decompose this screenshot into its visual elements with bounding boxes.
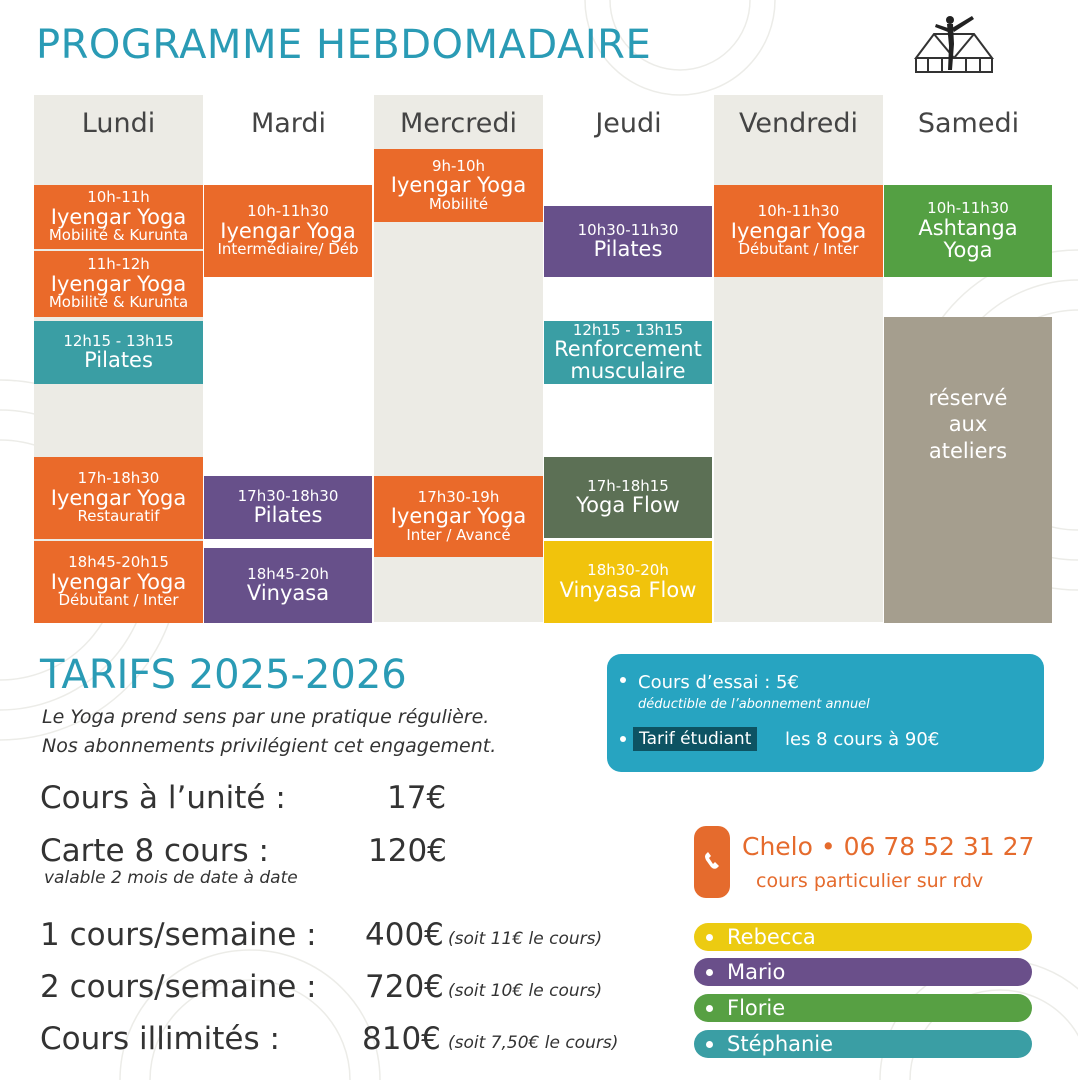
teacher-pill-rebecca: [694, 923, 1032, 951]
class-name: Iyengar Yoga: [50, 569, 187, 594]
class-name: Pilates: [84, 348, 153, 373]
class-detail: Intermédiaire/ Déb: [217, 240, 359, 259]
class-name: Iyengar Yoga: [50, 204, 187, 229]
class-name: Pilates: [593, 237, 663, 262]
price-note: (soit 11€ le cours): [448, 929, 603, 949]
class-block: [34, 457, 203, 539]
tagline-line2: Nos abonnements privilégient cet engagement.: [42, 735, 497, 757]
teacher-name: Stéphanie: [727, 1032, 834, 1056]
bullet-icon: [706, 1041, 713, 1048]
teacher-pill-stephanie: [694, 1030, 1032, 1058]
reserved-block: [884, 317, 1052, 623]
class-block: [544, 206, 712, 277]
reserved-line2: aux: [948, 412, 988, 437]
tarifs-title: TARIFS 2025-2026: [40, 652, 407, 698]
price-value: 810€: [362, 1021, 441, 1057]
class-name-line2: musculaire: [570, 359, 686, 384]
class-detail: Restauratif: [77, 507, 160, 526]
class-name: Iyengar Yoga: [390, 173, 527, 198]
class-time: 12h15 - 13h15: [572, 320, 684, 339]
class-block: [34, 541, 203, 623]
teacher-name: Mario: [727, 960, 786, 984]
price-label: Cours à l’unité :: [40, 780, 286, 816]
price-value: 17€: [387, 780, 447, 816]
price-label: Cours illimités :: [40, 1021, 280, 1057]
class-time: 18h45-20h: [247, 564, 329, 583]
class-name: Ashtanga: [918, 215, 1018, 240]
info-box: [607, 654, 1044, 772]
class-name: Renforcement: [554, 337, 702, 362]
class-block: [204, 548, 372, 623]
student-price: les 8 cours à 90€: [785, 729, 940, 750]
class-block: [34, 251, 203, 317]
class-name: Iyengar Yoga: [220, 218, 356, 243]
class-time: 18h45-20h15: [68, 553, 169, 572]
class-name: Iyengar Yoga: [390, 504, 527, 529]
day-header-jeudi: Jeudi: [595, 108, 662, 139]
contact-phone[interactable]: 06 78 52 31 27: [843, 832, 1035, 861]
day-header-lundi: Lundi: [81, 108, 156, 139]
contact-line: [742, 832, 1034, 861]
class-time: 10h-11h: [87, 188, 150, 207]
class-time: 10h-11h30: [927, 199, 1009, 218]
class-time: 10h30-11h30: [577, 220, 679, 239]
price-note: valable 2 mois de date à date: [44, 868, 298, 888]
class-detail: Débutant / Inter: [738, 240, 859, 259]
class-block: [34, 321, 203, 384]
class-name: Vinyasa Flow: [559, 577, 697, 602]
class-detail: Mobilité & Kurunta: [48, 226, 189, 245]
class-name: Iyengar Yoga: [730, 218, 867, 243]
day-header-samedi: Samedi: [917, 108, 1020, 139]
price-value: 120€: [368, 833, 447, 869]
class-block: [374, 476, 543, 557]
price-label: 2 cours/semaine :: [40, 969, 317, 1005]
contact-name: Chelo: [742, 832, 813, 861]
class-time: 9h-10h: [431, 156, 486, 175]
class-name: Yoga Flow: [576, 493, 680, 518]
class-time: 11h-12h: [87, 255, 150, 274]
class-block: [374, 149, 543, 222]
class-time: 17h-18h30: [77, 469, 160, 488]
class-time: 18h30-20h: [587, 561, 669, 580]
class-name-line2: Yoga: [943, 237, 993, 262]
class-detail: Mobilité: [428, 194, 489, 213]
yoga-pose-logo-icon: [912, 14, 996, 76]
class-name: Pilates: [253, 503, 323, 528]
class-name: Iyengar Yoga: [50, 271, 187, 296]
price-value: 720€: [365, 969, 444, 1005]
student-badge: Tarif étudiant: [633, 727, 757, 751]
teacher-name: Rebecca: [727, 925, 816, 949]
teacher-pill-mario: [694, 958, 1032, 986]
class-block: [204, 185, 372, 277]
price-label: Carte 8 cours :: [40, 833, 269, 869]
class-time: 10h-11h30: [757, 202, 840, 221]
page-title: PROGRAMME HEBDOMADAIRE: [36, 22, 652, 68]
class-block: [714, 185, 883, 277]
contact-separator: •: [820, 832, 836, 861]
class-block: [884, 185, 1052, 277]
day-header-vendredi: Vendredi: [739, 108, 858, 139]
class-time: 17h30-19h: [417, 487, 500, 506]
logo: [912, 14, 996, 76]
bullet-icon: [620, 736, 626, 742]
price-note: (soit 7,50€ le cours): [448, 1033, 619, 1053]
class-detail: Inter / Avancé: [406, 525, 511, 544]
bullet-icon: [620, 677, 626, 683]
class-time: 10h-11h30: [247, 202, 329, 221]
bullet-icon: [706, 934, 713, 941]
class-time: 12h15 - 13h15: [63, 331, 174, 350]
day-header-mercredi: Mercredi: [399, 108, 518, 139]
class-time: 17h-18h15: [587, 476, 669, 495]
reserved-line1: réservé: [928, 386, 1008, 410]
trial-note: déductible de l’abonnement annuel: [638, 697, 870, 712]
phone-pill: [694, 826, 730, 898]
bullet-icon: [706, 969, 713, 976]
phone-icon: [694, 826, 730, 898]
class-block: [204, 476, 372, 539]
teacher-pill-florie: [694, 994, 1032, 1022]
day-header-mardi: Mardi: [250, 108, 327, 139]
class-detail: Mobilité & Kurunta: [48, 293, 189, 312]
class-detail: Débutant / Inter: [58, 591, 179, 610]
class-name: Iyengar Yoga: [50, 485, 187, 510]
class-block: [544, 457, 712, 538]
column-bg-vendredi: [714, 95, 883, 622]
price-note: (soit 10€ le cours): [448, 981, 603, 1001]
class-block: [544, 541, 712, 623]
class-block: [544, 321, 712, 384]
contact-subtitle: cours particulier sur rdv: [756, 870, 984, 892]
trial-text: Cours d’essai : 5€: [638, 672, 799, 693]
class-name: Vinyasa: [246, 581, 330, 606]
tagline-line1: Le Yoga prend sens par une pratique régulière.: [42, 706, 490, 728]
bullet-icon: [706, 1005, 713, 1012]
class-block: [34, 185, 203, 249]
reserved-line3: ateliers: [928, 438, 1008, 463]
class-time: 17h30-18h30: [237, 486, 339, 505]
price-value: 400€: [365, 917, 444, 953]
teacher-name: Florie: [727, 996, 786, 1020]
price-label: 1 cours/semaine :: [40, 917, 317, 953]
